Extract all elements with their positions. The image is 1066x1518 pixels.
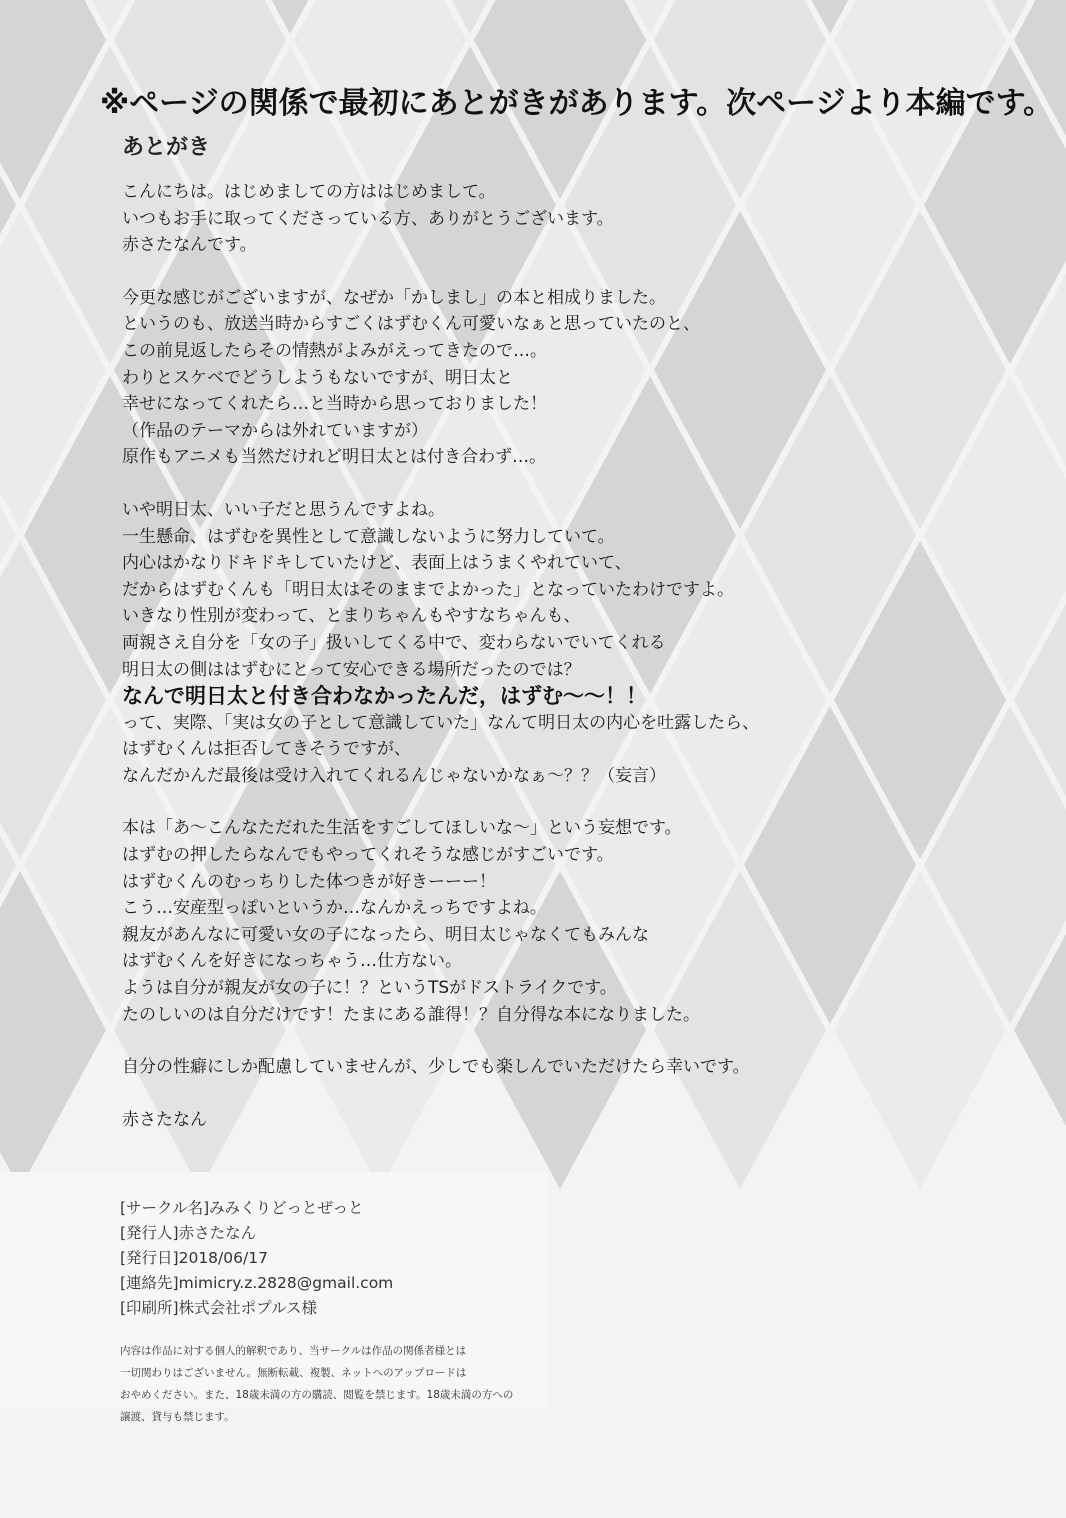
colophon-printer: [印刷所]株式会社ポプルス様: [120, 1299, 318, 1317]
afterword-paragraph: [122, 815, 982, 1028]
text-line: はずむくんのむっちりした体つきが好きーーー！: [122, 871, 496, 892]
text-line: こう…安産型っぽいというか…なんかえっちですよね。: [122, 898, 547, 919]
disclaimer: [120, 1340, 520, 1428]
text-line: 親友があんなに可愛い女の子になったら、明日太じゃなくてもみんな: [122, 924, 649, 945]
disclaimer-line: 一切関わりはございません。無断転載、複製、ネットへのアップロードは: [120, 1367, 467, 1379]
text-line: 幸せになってくれたら…と当時から思っておりました！: [122, 394, 547, 415]
text-line: というのも、放送当時からすごくはずむくん可愛いなぁと思っていたのと、: [122, 314, 700, 335]
text-line: だからはずむくんも「明日太はそのままでよかった」となっていたわけですよ。: [122, 579, 734, 600]
text-line: ようは自分が親友が女の子に！？というTSがドストライクです。: [122, 978, 617, 999]
text-line: 明日太の側ははずむにとって安心できる場所だったのでは？: [122, 659, 581, 680]
text-line: いつもお手に取ってくださっている方、ありがとうございます。: [122, 208, 614, 229]
page-order-notice: ※ページの関係で最初にあとがきがあります。次ページより本編です。: [100, 86, 1054, 121]
text-line: こんにちは。はじめましての方ははじめまして。: [122, 182, 496, 202]
disclaimer-line: おやめください。また、18歳未満の方の購読、閲覧を禁じます。18歳未満の方への: [120, 1389, 514, 1401]
text-line: なんだかんだ最後は受け入れてくれるんじゃないかなぁ～？？（妄言）: [122, 765, 666, 786]
text-line: はずむくんは拒否してきそうですが、: [122, 739, 411, 760]
text-line: 内心はかなりドキドキしていたけど、表面上はうまくやれていて、: [122, 553, 632, 574]
afterword-body: [122, 179, 982, 1133]
text-line: いや明日太、いい子だと思うんですよね。: [122, 499, 445, 520]
text-line: はずむの押したらなんでもやってくれそうな感じがすごいです。: [122, 845, 614, 866]
text-line: 原作もアニメも当然だけれど明日太とは付き合わず…。: [122, 447, 547, 468]
colophon-contact: [連絡先]mimicry.z.2828@gmail.com: [120, 1274, 394, 1292]
text-line: この前見返したらその情熱がよみがえってきたので…。: [122, 340, 547, 361]
text-line: って、実際、「実は女の子として意識していた」なんて明日太の内心を吐露したら、: [122, 712, 760, 733]
text-line: いきなり性別が変わって、とまりちゃんもやすなちゃんも、: [122, 606, 581, 627]
colophon-circle-name: [サークル名]みみくりどっとぜっと: [120, 1199, 364, 1217]
text-line: 赤さたなんです。: [122, 235, 257, 256]
afterword-paragraph: [122, 1054, 982, 1081]
afterword-paragraph: [122, 497, 982, 790]
afterword-paragraph: [122, 179, 982, 259]
text-line: たのしいのは自分だけです！たまにある誰得！？自分得な本になりました。: [122, 1004, 700, 1025]
disclaimer-line: 内容は作品に対する個人的解釈であり、当サークルは作品の関係者様とは: [120, 1345, 467, 1357]
text-line: 今更な感じがございますが、なぜか「かしまし」の本と相成りました。: [122, 287, 666, 308]
text-line: 自分の性癖にしか配慮していませんが、少しでも楽しんでいただけたら幸いです。: [122, 1057, 750, 1078]
disclaimer-line: 譲渡、貸与も禁じます。: [120, 1411, 235, 1423]
text-line: 本は「あ～こんなただれた生活をすごしてほしいな～」という妄想です。: [122, 818, 682, 839]
afterword-heading: あとがき: [122, 135, 211, 160]
afterword-paragraph: [122, 285, 982, 471]
text-line: 両親さえ自分を「女の子」扱いしてくる中で、変わらないでいてくれる: [122, 632, 666, 653]
text-line: 一生懸命、はずむを異性として意識しないように努力していて。: [122, 526, 615, 547]
colophon-publisher: [発行人]赤さたなん: [120, 1224, 257, 1242]
colophon-issue-date: [発行日]2018/06/17: [120, 1249, 268, 1267]
text-line: わりとスケベでどうしようもないですが、明日太と: [122, 367, 513, 388]
author-signature: 赤さたなん: [122, 1109, 207, 1130]
colophon-list: [120, 1196, 393, 1321]
text-line: （作品のテーマからは外れていますが）: [122, 420, 428, 441]
emphasized-line: なんで明日太と付き合わなかったんだ，はずむ～～！！: [122, 684, 647, 709]
text-line: はずむくんを好きになっちゃう…仕方ない。: [122, 951, 462, 972]
